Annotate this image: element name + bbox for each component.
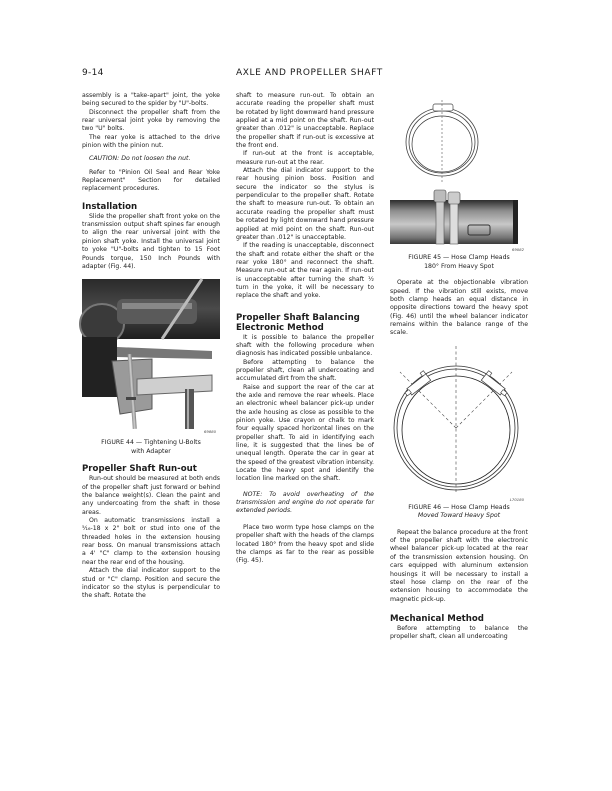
column-3 (390, 92, 528, 642)
column-1 (82, 92, 220, 601)
caption-line: FIGURE 45 — Hose Clamp Heads (408, 254, 510, 261)
hose-clamp-shaft-icon (390, 92, 528, 244)
figure-46-caption (390, 504, 528, 521)
figure-46-diagram (390, 344, 528, 494)
caption-line: 180° From Heavy Spot (424, 262, 494, 270)
column-2 (236, 92, 374, 566)
hose-clamp-diagram-icon (390, 344, 528, 494)
paragraph: assembly is a "take-apart" joint, the yoke being secured to the spider by "U"-bolts. (82, 92, 220, 108)
figure-44-photo (82, 279, 220, 434)
page-number: 9-14 (82, 68, 104, 78)
paragraph: Before attempting to balance the propeller shaft, clean all undercoating and accumulated dirt from the shaft. (236, 358, 374, 383)
figure-45-image (390, 92, 528, 244)
figure-44-caption (82, 439, 220, 456)
paragraph: The rear yoke is attached to the drive pinion with the pinion nut. (82, 133, 220, 150)
caption-line: FIGURE 46 — Hose Clamp Heads (408, 503, 510, 511)
paragraph: Place two worm type hose clamps on the propeller shaft with the heads of the clamps located 180° from the heavy spot and slide the clamps as far to the rear as possible (Fig. 45). (236, 523, 374, 565)
note: NOTE: To avoid overheating of the transmission and engine do not operate for extended periods. (236, 490, 374, 515)
paragraph: Refer to "Pinion Oil Seal and Rear Yoke Replacement" Section for detailed replacement procedures. (82, 168, 220, 193)
figure-46 (390, 344, 528, 521)
figure-44-id: 69880 (203, 428, 216, 434)
paragraph: If run-out at the front is acceptable, measure run-out at the rear. (236, 150, 374, 166)
caption-line: with Adapter (131, 447, 171, 455)
balancing-heading (236, 313, 374, 333)
caption-line: FIGURE 44 — Tightening U-Bolts (101, 439, 201, 447)
figure-45-id: 69082 (511, 247, 524, 252)
paragraph: On automatic transmissions install a ⁵⁄₁₆-18 x 2" bolt or stud into one of the threaded holes in the extension housing rear boss. On manual transmissions attach a 4' "C" clamp to the extension housing near the rear end of the housing. (82, 517, 220, 566)
paragraph: Raise and support the rear of the car at the axle and remove the rear wheels. Place an electronic wheel balancer pick-up under the axle housing as close as possible to the pinion yoke. Use crayon or chalk to mark four equally spaced horizontal lines on the propeller shaft. To aid in identifying each line, it is suggested that the lines be of unequal length. Operate the car in gear at the speed of the greatest vibration intensity. Locate the heavy spot and identify the location line marked on the shaft. (236, 383, 374, 483)
u-bolt-adapter-photo-icon (82, 279, 220, 429)
paragraph: Operate at the objectionable vibration speed. If the vibration still exists, move both clamp heads an equal distance in opposite directions toward the heavy spot (Fig. 46) until the wheel balancer indicator remains within the balance range of the scale. (390, 279, 528, 337)
figure-46-id: L70180 (509, 496, 524, 502)
section-title: AXLE AND PROPELLER SHAFT (236, 68, 383, 78)
paragraph: If the reading is unacceptable, disconnect the shaft and rotate either the shaft or the rear yoke 180° and reconnect the shaft. Measure run-out at the rear again. If run-out is unacceptable after turning the shaft ½ turn in the yoke, it will be necessary to replace the shaft and yoke. (236, 242, 374, 300)
runout-heading: Propeller Shaft Run-out (82, 464, 197, 475)
caution-note: CAUTION: Do not loosen the nut. (89, 155, 191, 163)
heading-line: Propeller Shaft Balancing (236, 312, 360, 323)
paragraph: Attach the dial indicator support to the rear housing pinion boss. Position and secure the indicator so the stylus is perpendicular to the propeller shaft. Rotate the shaft to measure run-out. To obtain an accurate reading the propeller shaft must be rotated by light downward hand pressure applied at mid point on the shaft. Run-out greater than .012" is unacceptable. (236, 167, 374, 241)
paragraph: Disconnect the propeller shaft from the rear universal joint yoke by removing the two "U" bolts. (82, 108, 220, 133)
paragraph: Before attempting to balance the propeller shaft, clean all undercoating (390, 624, 528, 641)
paragraph: Attach the dial indicator support to the stud or "C" clamp. Position and secure the indicator so the stylus is perpendicular to the shaft. Rotate the (82, 567, 220, 600)
mechanical-heading: Mechanical Method (390, 613, 484, 624)
caption-line: Moved Toward Heavy Spot (417, 512, 501, 520)
paragraph: Slide the propeller shaft front yoke on the transmission output shaft spines far enough to align the rear universal joint with the pinion shaft yoke. Install the universal joint to yoke "U"-bolts and tighten to 15 Foot Pounds torque, 150 Inch Pounds with adapter (Fig. 44). (82, 212, 220, 270)
figure-45-caption (390, 254, 528, 271)
installation-heading: Installation (82, 201, 138, 212)
paragraph: It is possible to balance the propeller shaft with the following procedure when diagnosis has indicated possible unbalance. (236, 333, 374, 358)
heading-line: Electronic Method (236, 322, 324, 333)
figure-45 (390, 92, 528, 271)
paragraph: shaft to measure run-out. To obtain an accurate reading the propeller shaft must be rotated by light downward hand pressure applied at a mid point on the shaft. Run-out greater than .012" is unacceptable. Replace the propeller shaft if run-out is excessive at the front end. (236, 92, 374, 150)
paragraph: Run-out should be measured at both ends of the propeller shaft just forward or behind the balance weight(s). Clean the paint and any undercoating from the shaft in those areas. (82, 475, 220, 516)
figure-44 (82, 279, 220, 456)
paragraph: Repeat the balance procedure at the front of the propeller shaft with the electronic wheel balancer pick-up located at the rear of the transmission extension housing. On cars equipped with aluminum extension housings it will be necessary to install a steel hose clamp on the rear of the extension housing to accommodate the magnetic pick-up. (390, 528, 528, 603)
